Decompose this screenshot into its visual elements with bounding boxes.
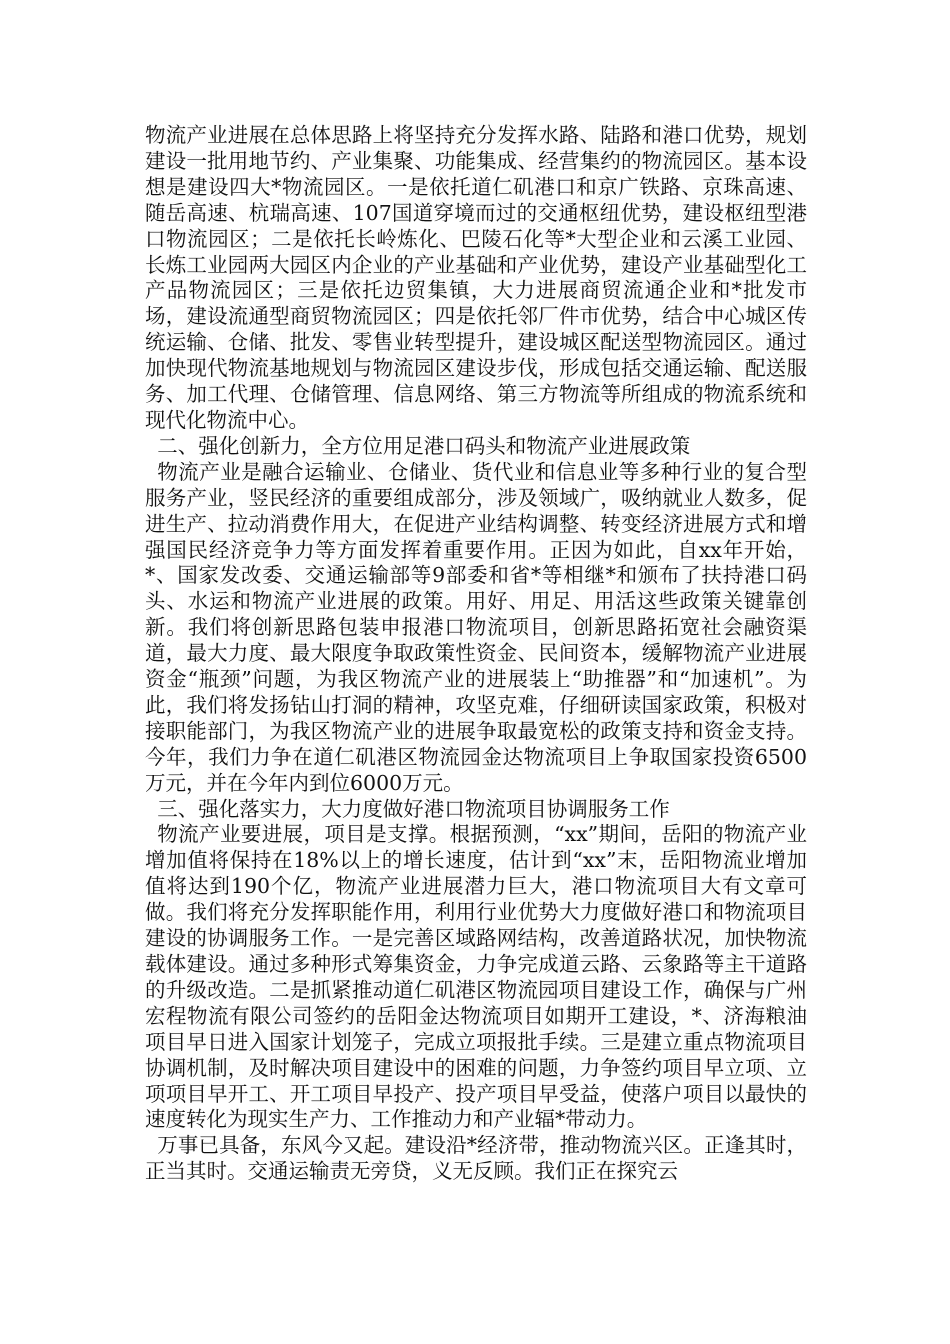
section-heading-implementation: 三、强化落实力，大力度做好港口物流项目协调服务工作 <box>157 796 670 821</box>
document-page <box>145 123 807 1185</box>
section-heading-innovation: 二、强化创新力，全方位用足港口码头和物流产业进展政策 <box>157 433 691 458</box>
paragraph-logistics-parks: 物流产业进展在总体思路上将坚持充分发挥水路、陆路和港口优势，规划建设一批用地节约、产业集聚、功能集成、经营集约的物流园区。基本设想是建设四大*物流园区。一是依托道仁矶港口和京广铁路、京珠高速、随岳高速、杭瑞高速、107国道穿境而过的交通枢纽优势，建设枢纽型港口物流园区；二是依托长岭炼化、巴陵石化等*大型企业和云溪工业园、长炼工业园两大园区内企业的产业基础和产业优势，建设产业基础型化工产品物流园区；三是依托边贸集镇，大力进展商贸流通企业和*批发市场，建设流通型商贸物流园区；四是依托邻厂件市优势，结合中心城区传统运输、仓储、批发、零售业转型提升，建设城区配送型物流园区。通过加快现代物流基地规划与物流园区建设步伐，形成包括交通运输、配送服务、加工代理、仓储管理、信息网络、第三方物流等所组成的物流系统和现代化物流中心。 <box>145 123 807 432</box>
paragraph-policy: 物流产业是融合运输业、仓储业、货代业和信息业等多种行业的复合型服务产业，竖民经济的重要组成部分，涉及领域广，吸纳就业人数多，促进生产、拉动消费作用大，在促进产业结构调整、转变经济进展方式和增强国民经济竞争力等方面发挥着重要作用。正因为如此，自xx年开始，*、国家发改委、交通运输部等9部委和省*等相继*和颁布了扶持港口码头、水运和物流产业进展的政策。用好、用足、用活这些政策关键靠创新。我们将创新思路包装申报港口物流项目，创新思路拓宽社会融资渠道，最大力度、最大限度争取政策性资金、民间资本，缓解物流产业进展资金“瓶颈”问题，为我区物流产业的进展装上“助推器”和“加速机”。为此，我们将发扬钻山打洞的精神，攻坚克难，仔细研读国家政策，积极对接职能部门，为我区物流产业的进展争取最宽松的政策支持和资金支持。今年，我们力争在道仁矶港区物流园金达物流项目上争取国家投资6500万元，并在今年内到位6000万元。 <box>145 459 807 795</box>
paragraph-closing: 万事已具备，东风今又起。建设沿*经济带，推动物流兴区。正逢其时，正当其时。交通运输责无旁贷，义无反顾。我们正在探究云 <box>145 1133 807 1184</box>
paragraph-projects: 物流产业要进展，项目是支撑。根据预测，“xx”期间，岳阳的物流产业增加值将保持在18%以上的增长速度，估计到“xx”末，岳阳物流业增加值将达到190个亿，物流产业进展潜力巨大，港口物流项目大有文章可做。我们将充分发挥职能作用，利用行业优势大力度做好港口和物流项目建设的协调服务工作。一是完善区域路网结构，改善道路状况，加快物流载体建设。通过多种形式筹集资金，力争完成道云路、云象路等主干道路的升级改造。二是抓紧推动道仁矶港区物流园项目建设工作，确保与广州宏程物流有限公司签约的岳阳金达物流项目如期开工建设，*、济海粮油项目早日进入国家计划笼子，完成立项报批手续。三是建立重点物流项目协调机制，及时解决项目建设中的困难的问题，力争签约项目早立项、立项项目早开工、开工项目早投产、投产项目早受益，使落户项目以最快的速度转化为现实生产力、工作推动力和产业辐*带动力。 <box>145 822 807 1132</box>
